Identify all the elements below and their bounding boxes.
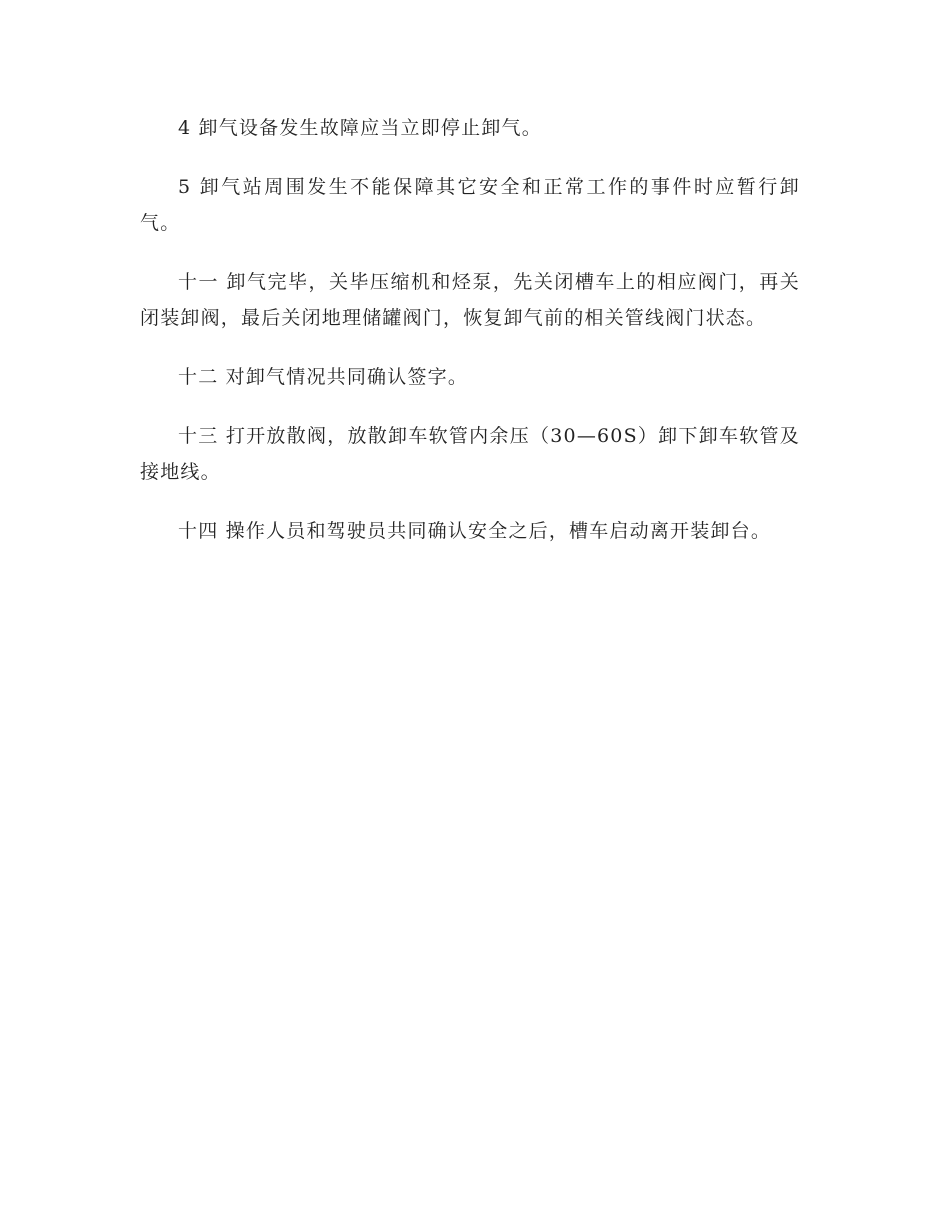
paragraph-item-14: 十四 操作人员和驾驶员共同确认安全之后，槽车启动离开装卸台。 (178, 520, 772, 542)
paragraph-item-13: 十三 打开放散阀，放散卸车软管内余压（30—60S）卸下卸车软管及接地线。 (140, 425, 800, 483)
paragraph-item-12: 十二 对卸气情况共同确认签字。 (178, 366, 469, 388)
paragraph-item-11: 十一 卸气完毕，关毕压缩机和烃泵，先关闭槽车上的相应阀门，再关闭装卸阀，最后关闭地理储罐阀门，恢复卸气前的相关管线阀门状态。 (140, 271, 800, 329)
paragraph-item-5: 5 卸气站周围发生不能保障其它安全和正常工作的事件时应暂行卸气。 (140, 176, 800, 234)
paragraph-item-4: 4 卸气设备发生故障应当立即停止卸气。 (178, 117, 542, 139)
document-body (140, 110, 800, 572)
